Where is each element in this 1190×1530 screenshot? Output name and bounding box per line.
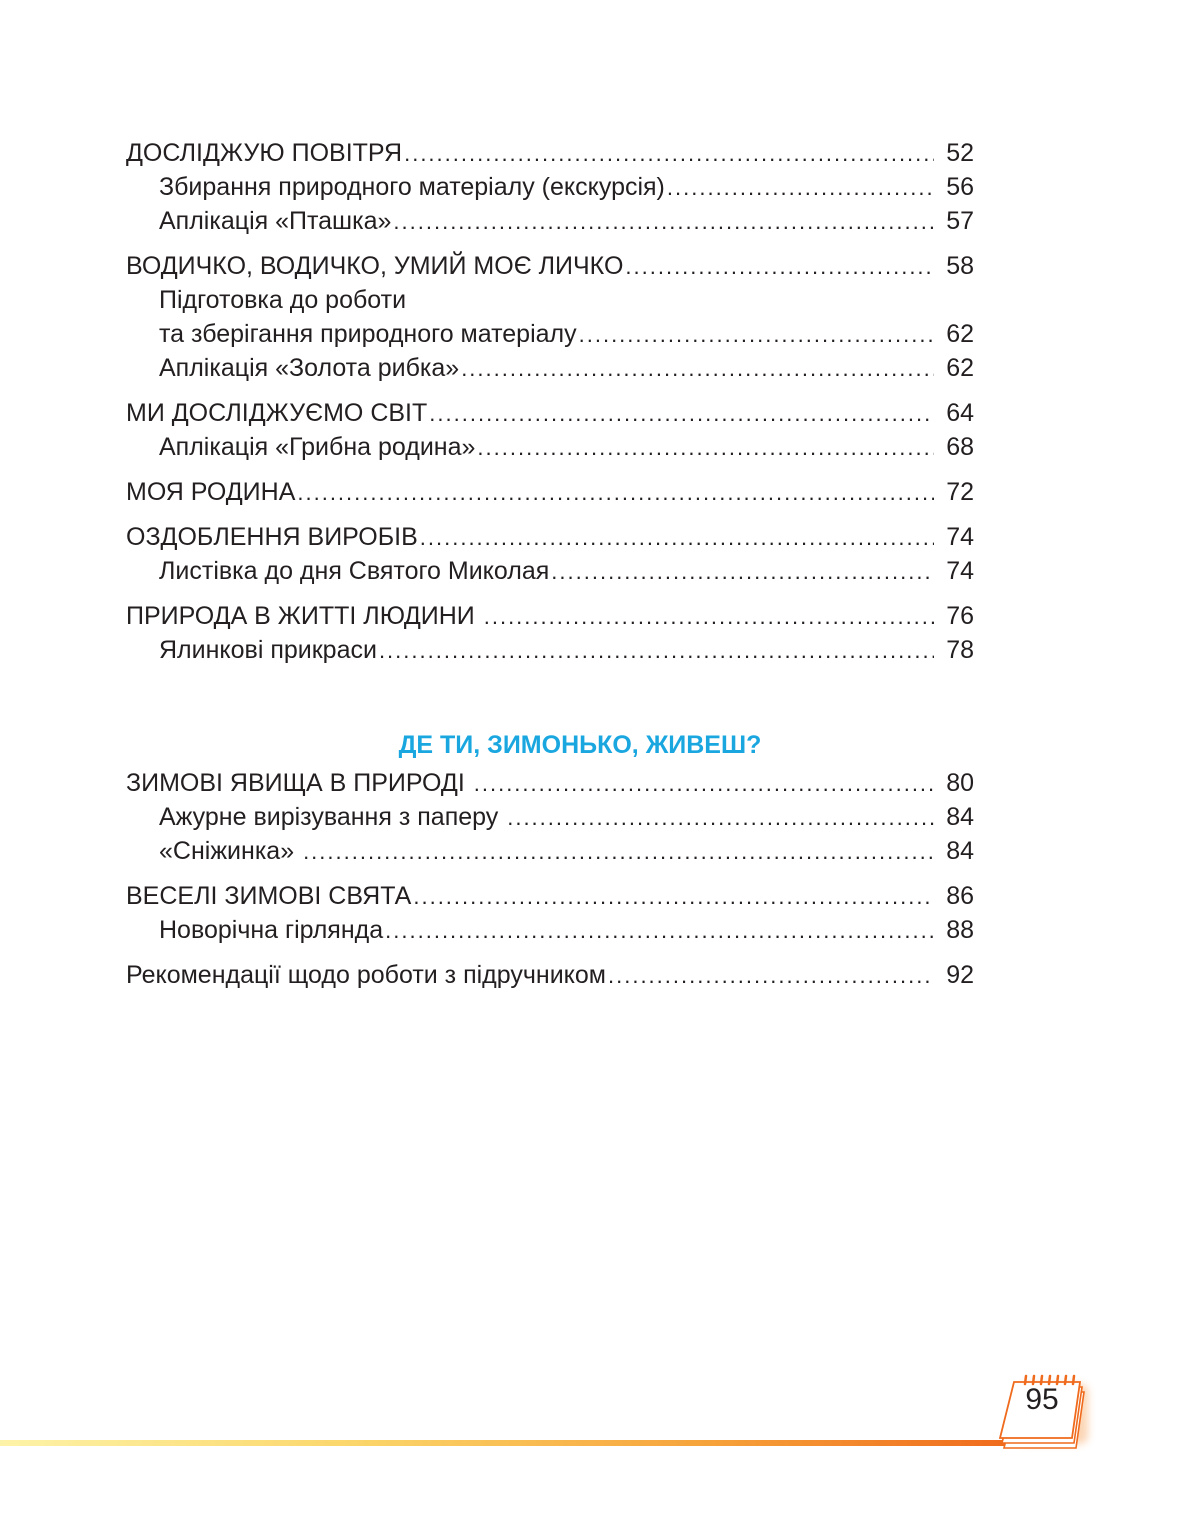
toc-leader-dots (413, 880, 934, 913)
toc-entry-title: ВЕСЕЛІ ЗИМОВІ СВЯТА (126, 882, 412, 910)
section-heading: ДЕ ТИ, ЗИМОНЬКО, ЖИВЕШ? (398, 731, 762, 759)
toc-entry-title: ДОСЛІДЖУЮ ПОВІТРЯ (126, 139, 403, 167)
toc-entry-page: 62 (946, 320, 974, 348)
table-of-contents (126, 136, 974, 992)
toc-subentry[interactable] (126, 204, 974, 238)
toc-leader-dots (385, 914, 934, 947)
toc-entry-page: 64 (946, 399, 974, 427)
toc-entry-page: 88 (946, 916, 974, 944)
toc-entry-title: ОЗДОБЛЕННЯ ВИРОБІВ (126, 523, 418, 551)
toc-entry-title: Листівка до дня Святого Миколая (159, 557, 550, 585)
toc-entry[interactable] (126, 766, 974, 800)
toc-entry-page: 92 (946, 961, 974, 989)
toc-entry-title: Аплікація «Золота рибка» (159, 354, 460, 382)
toc-entry-title: Збирання природного матеріалу (екскурсія) (159, 173, 665, 201)
toc-entry-page: 52 (946, 139, 974, 167)
toc-leader-dots (474, 767, 934, 800)
toc-entry-page: 76 (946, 602, 974, 630)
toc-entry-title: Аплікація «Пташка» (159, 207, 392, 235)
toc-entry[interactable] (126, 396, 974, 430)
toc-entry-title: ВОДИЧКО, ВОДИЧКО, УМИЙ МОЄ ЛИЧКО (126, 252, 624, 280)
toc-leader-dots (484, 600, 934, 633)
toc-entry-page: 62 (946, 354, 974, 382)
toc-leader-dots (667, 171, 934, 204)
toc-subentry[interactable] (126, 351, 974, 385)
toc-entry-title: ПРИРОДА В ЖИТТІ ЛЮДИНИ (126, 602, 482, 630)
toc-entry-page: 86 (946, 882, 974, 910)
toc-entry-title: Рекомендації щодо роботи з підручником (126, 961, 606, 989)
toc-entry-title: Ажурне вирізування з паперу (159, 803, 506, 831)
toc-entry-page: 68 (946, 433, 974, 461)
toc-entry-title: МИ ДОСЛІДЖУЄМО СВІТ (126, 399, 428, 427)
toc-leader-dots (379, 634, 934, 667)
toc-entry-page: 78 (946, 636, 974, 664)
toc-leader-dots (303, 835, 934, 868)
toc-entry[interactable] (126, 599, 974, 633)
toc-entry-title: та зберігання природного матеріалу (159, 320, 577, 348)
toc-entry[interactable] (126, 475, 974, 509)
toc-subentry[interactable] (126, 170, 974, 204)
toc-entry-title: Ялинкові прикраси (159, 636, 377, 664)
toc-leader-dots (507, 801, 934, 834)
toc-subentry[interactable] (126, 913, 974, 947)
toc-leader-dots (608, 959, 934, 992)
toc-entry-title: «Сніжинка» (159, 837, 302, 865)
toc-entry-title: Підготовка до роботи (159, 286, 407, 314)
toc-leader-dots (579, 318, 934, 351)
toc-subentry[interactable] (126, 317, 974, 351)
footer-gradient-bar (0, 1440, 1012, 1446)
toc-entry-page: 74 (946, 523, 974, 551)
toc-entry-page: 74 (946, 557, 974, 585)
toc-subentry[interactable] (126, 430, 974, 464)
toc-entry[interactable] (126, 520, 974, 554)
toc-entry[interactable] (126, 249, 974, 283)
toc-entry-title: Аплікація «Грибна родина» (159, 433, 476, 461)
toc-entry-title: Новорічна гірлянда (159, 916, 384, 944)
toc-subentry[interactable] (126, 283, 974, 317)
toc-entry[interactable] (126, 136, 974, 170)
toc-entry[interactable] (126, 958, 974, 992)
toc-subentry[interactable] (126, 633, 974, 667)
toc-entry-page: 80 (946, 769, 974, 797)
toc-leader-dots (393, 205, 934, 238)
toc-leader-dots (420, 521, 934, 554)
toc-subentry[interactable] (126, 834, 974, 868)
toc-leader-dots (477, 431, 934, 464)
toc-entry-page: 84 (946, 803, 974, 831)
toc-entry-title: ЗИМОВІ ЯВИЩА В ПРИРОДІ (126, 769, 472, 797)
toc-entry[interactable] (126, 879, 974, 913)
toc-entry-page: 72 (946, 478, 974, 506)
toc-leader-dots (404, 137, 934, 170)
toc-leader-dots (551, 555, 934, 588)
toc-leader-dots (461, 352, 934, 385)
toc-subentry[interactable] (126, 800, 974, 834)
toc-entry-page: 57 (946, 207, 974, 235)
toc-entry-page: 84 (946, 837, 974, 865)
toc-leader-dots (297, 476, 934, 509)
toc-entry-page: 56 (946, 173, 974, 201)
toc-leader-dots (429, 397, 934, 430)
toc-entry-page: 58 (946, 252, 974, 280)
page-number: 95 (1025, 1383, 1059, 1416)
toc-subentry[interactable] (126, 554, 974, 588)
toc-entry-title: МОЯ РОДИНА (126, 478, 296, 506)
toc-leader-dots (625, 250, 934, 283)
